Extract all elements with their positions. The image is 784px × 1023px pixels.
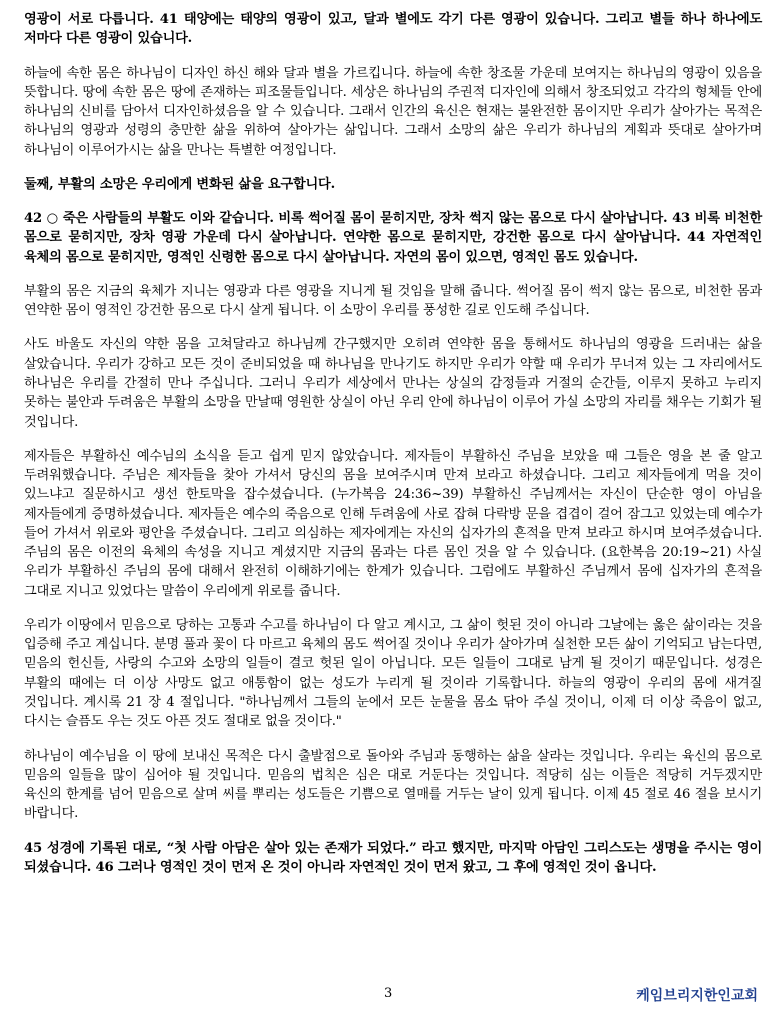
paragraph-heavenly-bodies: 하늘에 속한 몸은 하나님이 디자인 하신 해와 달과 별을 가르킵니다. 하늘에 속한 창조물 가운데 보여지는 하나님의 영광이 있음을 뜻합니다. 땅에 속한 몸은 땅에 존재하는 피조물들입니다. 세상은 하나님의 주권적 디자인에 의해서 창조되었고 각각의 형체들 안에 하나님의 신비를 담아서 디자인하셨음을 알 수 있습니다. 그래서 인간의 육신은 현재는 불완전한 몸이지만 우리가 살아가는 목적은 하나님의 영광과 성령의 충만한 삶을 위하여 살아가는 삶입니다. 그래서 소망의 삶은 우리가 하나님의 계획과 뜻대로 살아가며 하나님이 이루어가시는 삶을 만나는 특별한 여정입니다. (24, 65, 762, 158)
paragraph-verses-45-46: 45 성경에 기록된 대로, “첫 사람 아담은 살아 있는 존재가 되었다.” 라고 했지만, 마지막 아담인 그리스도는 생명을 주시는 영이 되셨습니다. 46 그러나 영적인 것이 먼저 온 것이 아니라 자연적인 것이 먼저 왔고, 그 후에 영적인 것이 옵니다. (24, 840, 762, 875)
paragraph-apostle-paul: 사도 바울도 자신의 약한 몸을 고쳐달라고 하나님께 간구했지만 오히려 연약한 몸을 통해서도 하나님의 영광을 드러내는 삶을 살았습니다. 우리가 강하고 모든 것이 준비되었을 때 하나님을 만나기도 하지만 우리가 약할 때 우리가 무너져 있는 그 자리에서도 하나님은 우리를 간절히 만나 주십니다. 그러니 우리가 세상에서 만나는 상실의 감정들과 거절의 순간들, 이루지 못하고 누리지 못하는 불안과 두려움은 부활의 소망을 만날때 영원한 상실이 아닌 우리 안에 하나님이 이루어 가실 소망의 자리를 채우는 기회가 될 것입니다. (24, 337, 762, 430)
paragraph-suffering-and-labor: 우리가 이땅에서 믿음으로 당하는 고통과 수고를 하나님이 다 알고 계시고, 그 삶이 헛된 것이 아니라 그날에는 옳은 삶이라는 것을 입증해 주고 계십니다. 분명 풀과 꽃이 다 마르고 육체의 몸도 썩어질 것이나 우리가 살아가며 실천한 모든 삶이 기억되고 남는다면, 믿음의 헌신들, 사랑의 수고와 소망의 일들이 결코 헛된 일이 아닙니다. 모든 일들이 그대로 남게 될 것이기 때문입니다. 성경은 부활의 때에는 더 이상 사망도 없고 애통함이 없는 성도가 누리게 될 것이라 기록합니다. 하늘의 영광이 우리의 몸에 새겨질 것입니다. 계시록 21 장 4 절입니다. "하나님께서 그들의 눈에서 모든 눈물을 몸소 닦아 주실 것이니, 이제 더 이상 죽음이 없고, 다시는 슬픔도 우는 것도 아픈 것도 절대로 없을 것이다." (24, 617, 762, 730)
document-body (24, 10, 762, 892)
paragraph-verses-42-44: 42 ○ 죽은 사람들의 부활도 이와 같습니다. 비록 썩어질 몸이 묻히지만, 장차 썩지 않는 몸으로 다시 살아납니다. 43 비록 비천한 몸으로 묻히지만, 장차 영광 가운데 다시 살아납니다. 연약한 몸으로 묻히지만, 강건한 몸으로 다시 살아납니다. 44 자연적인 육체의 몸으로 묻히지만, 영적인 신령한 몸으로 다시 살아납니다. 자연의 몸이 있으면, 영적인 몸도 있습니다. (24, 211, 762, 265)
page-number: 3 (384, 986, 393, 1001)
church-name: 케임브리지한인교회 (636, 988, 758, 1004)
section-heading-second-point: 둘째, 부활의 소망은 우리에게 변화된 삶을 요구합니다. (24, 176, 335, 192)
paragraph-verse-41: 영광이 서로 다릅니다. 41 태양에는 태양의 영광이 있고, 달과 별에도 각기 다른 영광이 있습니다. 그리고 별들 하나 하나에도 저마다 다른 영광이 있습니다. (24, 12, 762, 47)
paragraph-resurrection-body: 부활의 몸은 지금의 육체가 지니는 영광과 다른 영광을 지니게 될 것임을 말해 줍니다. 썩어질 몸이 썩지 않는 몸으로, 비천한 몸과 연약한 몸이 영적인 강건한 몸으로 다시 살게 됩니다. 이 소망이 우리를 풍성한 길로 인도해 주십니다. (24, 283, 762, 319)
paragraph-disciples: 제자들은 부활하신 예수님의 소식을 듣고 쉽게 믿지 않았습니다. 제자들이 부활하신 주님을 보았을 때 그들은 영을 본 줄 알고 두려워했습니다. 주님은 제자들을 찾아 가셔서 당신의 몸을 보여주시며 만져 보라고 하셨습니다. 그리고 제자들에게 먹을 것이 있느냐고 질문하시고 생선 한토막을 잡수셨습니다. (누가복음 24:36~39) 부활하신 주님께서는 자신이 단순한 영이 아님을 제자들에게 증명하셨습니다. 제자들은 예수의 죽음으로 인해 두려움에 사로 잡혀 다락방 문을 겹겹이 걸어 잠그고 있었는데 예수가 들어 가셔서 위로와 평안을 주셨습니다. 그리고 의심하는 제자에게는 자신의 십자가의 흔적을 만져 보라고 하시며 보여주셨습니다. 주님의 몸은 이전의 육체의 속성을 지니고 계셨지만 지금의 몸과는 다른 몸인 것을 알 수 있습니다. (요한복음 20:19~21) 사실 우리가 부활하신 주님의 몸에 대해서 완전히 이해하기에는 한계가 있습니다. 그럼에도 부활하신 주님께서 몸에 십자가의 흔적을 그대로 지니고 있었다는 말씀이 우리에게 위로를 줍니다. (24, 448, 762, 599)
paragraph-sowing-faith: 하나님이 예수님을 이 땅에 보내신 목적은 다시 출발점으로 돌아와 주님과 동행하는 삶을 살라는 것입니다. 우리는 육신의 몸으로 믿음의 일들을 많이 심어야 될 것입니다. 믿음의 법칙은 심은 대로 거둔다는 것입니다. 적당히 심는 이들은 적당히 거두겠지만 육신의 한계를 넘어 믿음으로 살며 씨를 뿌리는 성도들은 기쁨으로 열매를 거두는 날이 있게 됩니다. 이제 45 절로 46 절을 보시기 바랍니다. (24, 748, 762, 822)
